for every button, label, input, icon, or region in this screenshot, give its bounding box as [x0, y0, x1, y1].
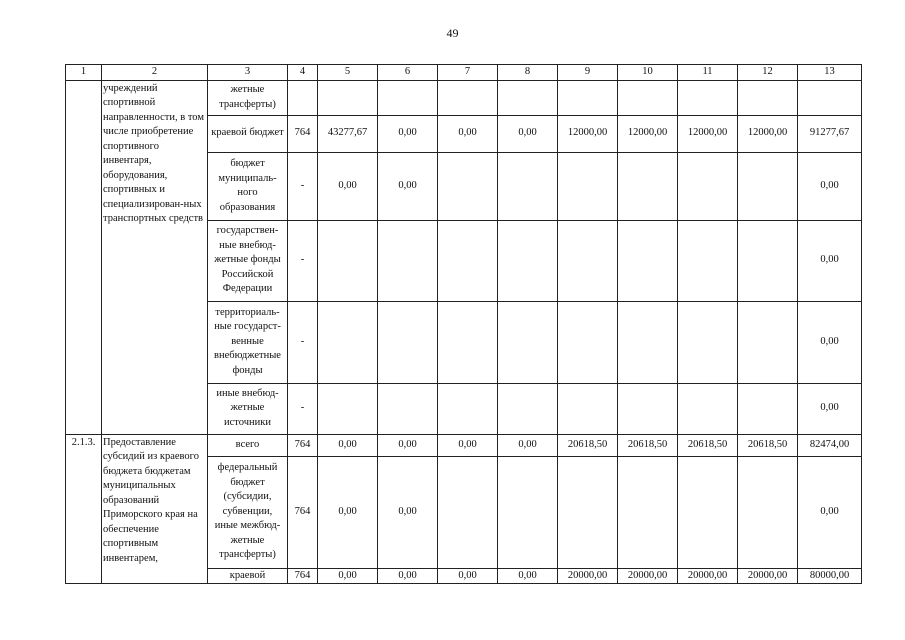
value-cell: 20618,50: [558, 434, 618, 456]
value-cell: 0,00: [438, 434, 498, 456]
column-header: 11: [678, 65, 738, 81]
total-cell: 82474,00: [798, 434, 862, 456]
value-cell: [558, 456, 618, 568]
total-cell: 0,00: [798, 383, 862, 434]
funding-source-cell: государствен-ные внебюд-жетные фонды Российской Федерации: [208, 220, 288, 301]
value-cell: [678, 220, 738, 301]
value-cell: [558, 220, 618, 301]
value-cell: [438, 383, 498, 434]
column-header: 7: [438, 65, 498, 81]
value-cell: [438, 80, 498, 115]
value-cell: [678, 80, 738, 115]
value-cell: 20618,50: [618, 434, 678, 456]
value-cell: [498, 456, 558, 568]
funding-source-cell: федеральный бюджет (субсидии, субвенции, иные межбюд-жетные трансферты): [208, 456, 288, 568]
value-cell: 12000,00: [618, 115, 678, 152]
value-cell: [738, 383, 798, 434]
value-cell: [318, 383, 378, 434]
value-cell: [438, 220, 498, 301]
value-cell: [738, 456, 798, 568]
value-cell: 20000,00: [738, 568, 798, 584]
column-header: 2: [102, 65, 208, 81]
value-cell: [438, 301, 498, 383]
value-cell: 0,00: [378, 115, 438, 152]
value-cell: 20000,00: [558, 568, 618, 584]
value-cell: 20618,50: [678, 434, 738, 456]
funding-source-cell: жетные трансферты): [208, 80, 288, 115]
total-cell: 0,00: [798, 301, 862, 383]
value-cell: 0,00: [438, 568, 498, 584]
value-cell: [558, 383, 618, 434]
column-header: 9: [558, 65, 618, 81]
value-cell: [498, 383, 558, 434]
value-cell: [678, 152, 738, 220]
column-header: 13: [798, 65, 862, 81]
value-cell: 0,00: [378, 456, 438, 568]
value-cell: [318, 301, 378, 383]
code-cell: -: [288, 152, 318, 220]
column-header: 10: [618, 65, 678, 81]
value-cell: 0,00: [498, 115, 558, 152]
value-cell: [618, 383, 678, 434]
value-cell: [618, 456, 678, 568]
page-number: 49: [446, 26, 459, 40]
value-cell: 12000,00: [678, 115, 738, 152]
funding-source-cell: бюджет муниципаль-ного образования: [208, 152, 288, 220]
value-cell: [678, 383, 738, 434]
value-cell: [678, 456, 738, 568]
value-cell: 0,00: [318, 456, 378, 568]
value-cell: 20618,50: [738, 434, 798, 456]
value-cell: 0,00: [378, 568, 438, 584]
code-cell: 764: [288, 568, 318, 584]
value-cell: [738, 152, 798, 220]
funding-source-cell: всего: [208, 434, 288, 456]
value-cell: [318, 80, 378, 115]
column-header: 4: [288, 65, 318, 81]
value-cell: 0,00: [498, 568, 558, 584]
code-cell: -: [288, 220, 318, 301]
total-cell: 0,00: [798, 456, 862, 568]
value-cell: 20000,00: [678, 568, 738, 584]
value-cell: [618, 220, 678, 301]
value-cell: [378, 301, 438, 383]
total-cell: [798, 80, 862, 115]
value-cell: 20000,00: [618, 568, 678, 584]
budget-table: [65, 64, 862, 584]
value-cell: [738, 301, 798, 383]
value-cell: [318, 220, 378, 301]
value-cell: 0,00: [498, 434, 558, 456]
value-cell: [378, 80, 438, 115]
column-header: 1: [66, 65, 102, 81]
funding-source-cell: краевой: [208, 568, 288, 584]
column-header: 12: [738, 65, 798, 81]
value-cell: [618, 301, 678, 383]
value-cell: [498, 301, 558, 383]
funding-source-cell: иные внебюд-жетные источники: [208, 383, 288, 434]
item-name-cell: Предоставление субсидий из краевого бюджета бюджетам муниципальных образований Приморского края на обеспечение спортивным инвентарем,: [102, 434, 208, 584]
code-cell: -: [288, 301, 318, 383]
value-cell: [438, 152, 498, 220]
table-row: [66, 80, 862, 115]
value-cell: 43277,67: [318, 115, 378, 152]
value-cell: [498, 80, 558, 115]
column-header: 8: [498, 65, 558, 81]
value-cell: 0,00: [318, 434, 378, 456]
header-row: [66, 65, 862, 81]
value-cell: [498, 152, 558, 220]
value-cell: 0,00: [378, 152, 438, 220]
value-cell: 12000,00: [738, 115, 798, 152]
funding-source-cell: территориаль-ные государст-венные внебюджетные фонды: [208, 301, 288, 383]
total-cell: 91277,67: [798, 115, 862, 152]
item-number-cell: [66, 80, 102, 434]
code-cell: [288, 80, 318, 115]
value-cell: [738, 80, 798, 115]
item-number-cell: 2.1.3.: [66, 434, 102, 584]
code-cell: 764: [288, 434, 318, 456]
total-cell: 0,00: [798, 220, 862, 301]
value-cell: [378, 383, 438, 434]
total-cell: 0,00: [798, 152, 862, 220]
column-header: 5: [318, 65, 378, 81]
value-cell: [378, 220, 438, 301]
table-row: [66, 434, 862, 456]
code-cell: 764: [288, 456, 318, 568]
value-cell: [678, 301, 738, 383]
code-cell: -: [288, 383, 318, 434]
value-cell: 0,00: [378, 434, 438, 456]
value-cell: [558, 80, 618, 115]
value-cell: 12000,00: [558, 115, 618, 152]
value-cell: [498, 220, 558, 301]
value-cell: 0,00: [438, 115, 498, 152]
total-cell: 80000,00: [798, 568, 862, 584]
value-cell: 0,00: [318, 568, 378, 584]
code-cell: 764: [288, 115, 318, 152]
value-cell: [558, 152, 618, 220]
value-cell: [618, 152, 678, 220]
value-cell: [738, 220, 798, 301]
funding-source-cell: краевой бюджет: [208, 115, 288, 152]
value-cell: [438, 456, 498, 568]
column-header: 3: [208, 65, 288, 81]
value-cell: 0,00: [318, 152, 378, 220]
value-cell: [558, 301, 618, 383]
item-name-cell: учреждений спортивной направленности, в том числе приобретение спортивного инвентаря, оборудования, спортивных и специализирован-ных транспортных средств: [102, 80, 208, 434]
value-cell: [618, 80, 678, 115]
column-header: 6: [378, 65, 438, 81]
